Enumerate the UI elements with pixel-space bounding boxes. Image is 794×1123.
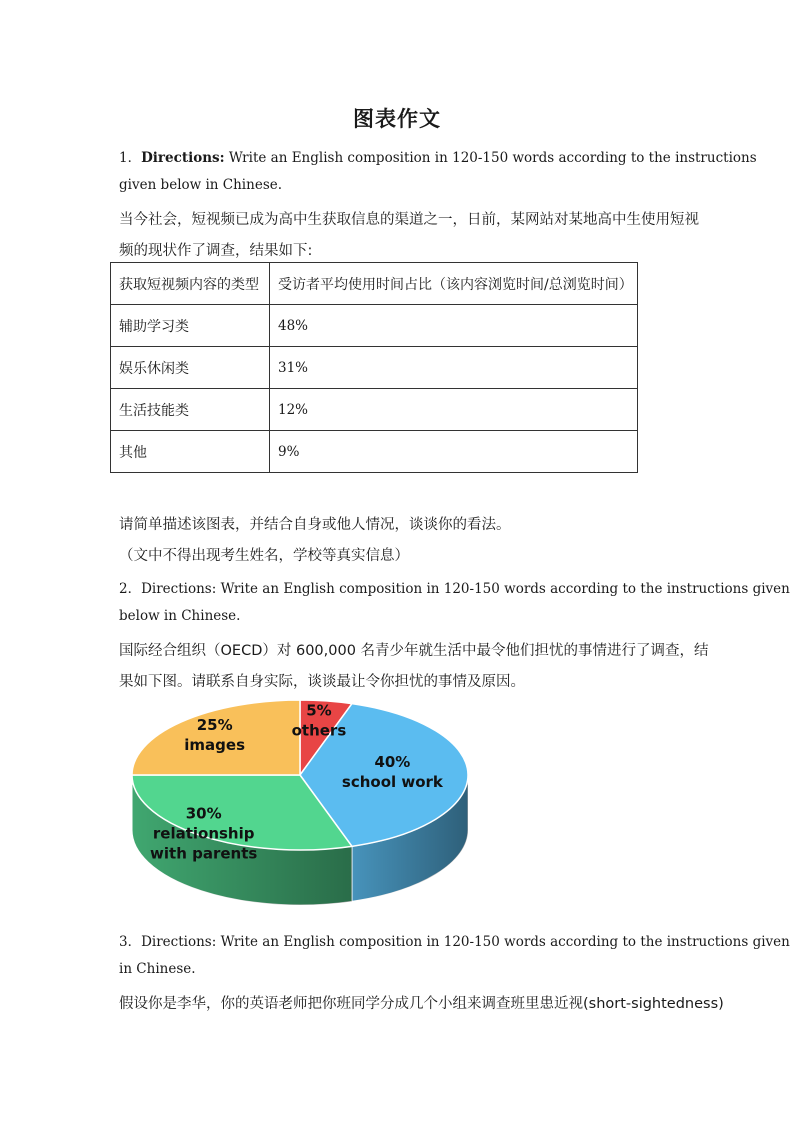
pie-slice-label: 40% xyxy=(374,753,411,771)
table-cell: 31% xyxy=(270,347,638,389)
q1-directions-line1 xyxy=(119,146,757,166)
table-cell: 12% xyxy=(270,389,638,431)
q3-directions-line2: in Chinese. xyxy=(119,961,196,977)
pie-slice-label: 30% xyxy=(185,804,222,823)
q2-directions-line1: 2．Directions: Write an English composition in 120-150 words according to the instructions given xyxy=(119,581,790,597)
table-cell: 48% xyxy=(270,305,638,347)
q1-prompt: 请简单描述该图表，并结合自身或他人情况，谈谈你的看法。 xyxy=(119,517,511,533)
q1-survey-table xyxy=(110,262,638,473)
q1-note: （文中不得出现考生姓名，学校等真实信息） xyxy=(119,548,409,564)
q1-number: 1． xyxy=(119,150,142,166)
table-cell: 娱乐休闲类 xyxy=(111,347,270,389)
table-cell: 生活技能类 xyxy=(111,389,270,431)
table-row xyxy=(111,431,638,473)
table-row xyxy=(111,347,638,389)
q3-directions-line1: 3．Directions: Write an English composition in 120-150 words according to the instructions given xyxy=(119,934,790,950)
pie-slice-label: others xyxy=(291,721,347,740)
q1-intro-line2: 频的现状作了调查，结果如下: xyxy=(119,243,313,259)
pie-slice-label: 25% xyxy=(196,715,233,734)
table-cell: 辅助学习类 xyxy=(111,305,270,347)
q1-directions-line2: given below in Chinese. xyxy=(119,177,283,193)
table-header-row xyxy=(111,263,638,305)
table-row xyxy=(111,389,638,431)
pie-slice-label: relationship xyxy=(152,824,255,843)
table-header-cell: 获取短视频内容的类型 xyxy=(111,263,270,305)
page-title: 图表作文 xyxy=(353,107,441,131)
q1-directions-text: Write an English composition in 120-150 words according to the instructions xyxy=(224,150,757,166)
q2-intro-line1: 国际经合组织（OECD）对 600,000 名青少年就生活中最令他们担忧的事情进行了调查，结 xyxy=(119,643,709,659)
q1-intro-line1: 当今社会，短视频已成为高中生获取信息的渠道之一，日前，某网站对某地高中生使用短视 xyxy=(119,212,699,228)
table-cell: 9% xyxy=(270,431,638,473)
q3-intro-line1: 假设你是李华，你的英语老师把你班同学分成几个小组来调查班里患近视(short-sightedness) xyxy=(119,996,724,1012)
worry-pie-chart xyxy=(120,695,480,925)
table-cell: 其他 xyxy=(111,431,270,473)
q2-directions-line2: below in Chinese. xyxy=(119,608,241,624)
pie-slice-label: images xyxy=(184,735,246,754)
q2-intro-line2: 果如下图。请联系自身实际，谈谈最让令你担忧的事情及原因。 xyxy=(119,674,525,690)
table-row xyxy=(111,305,638,347)
pie-slice-label: 5% xyxy=(306,701,332,720)
table-header-cell: 受访者平均使用时间占比（该内容浏览时间/总浏览时间） xyxy=(270,263,638,305)
pie-slice-label: school work xyxy=(341,773,443,791)
q1-directions-label: Directions: xyxy=(141,150,225,166)
pie-slice-label: with parents xyxy=(150,844,258,863)
